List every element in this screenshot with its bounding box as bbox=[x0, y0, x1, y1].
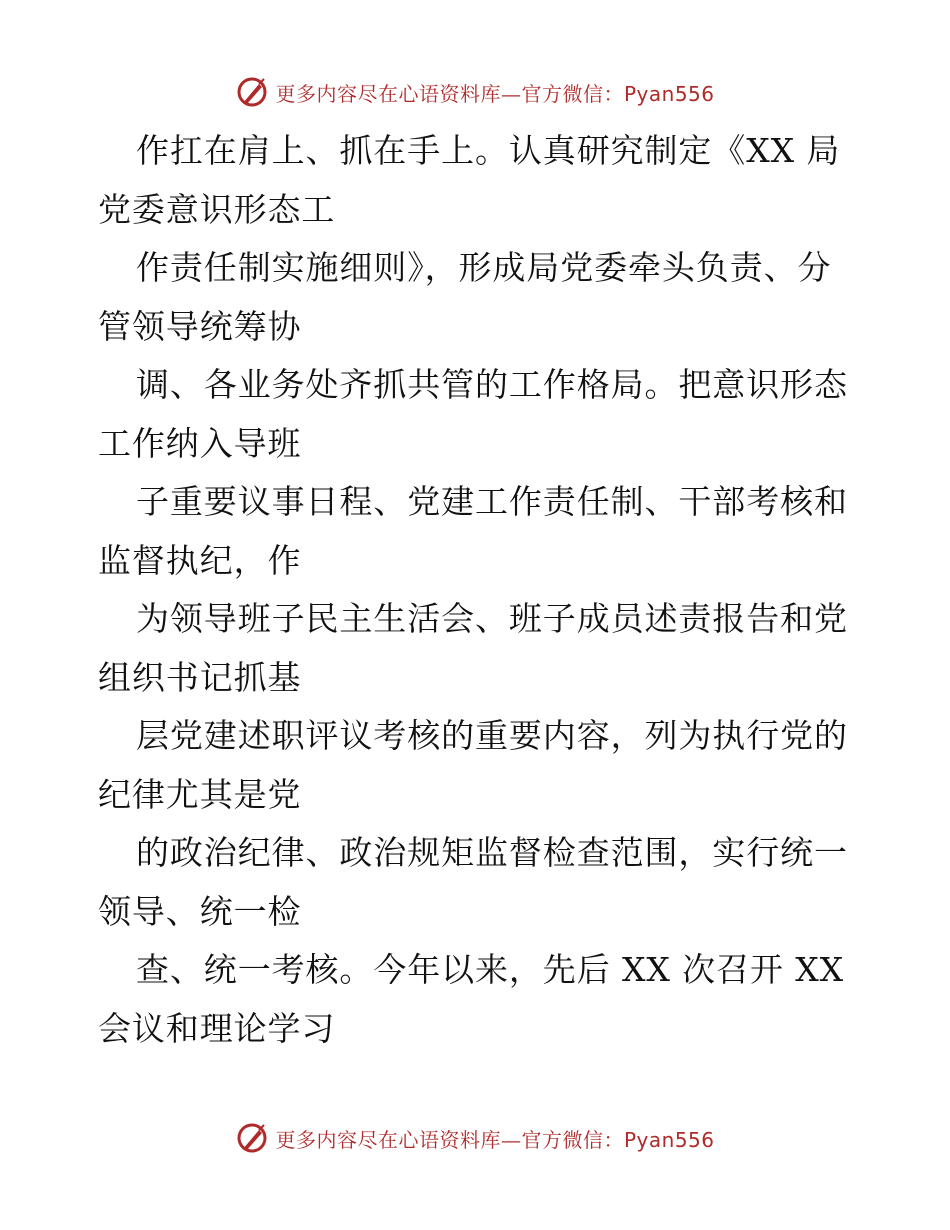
footer-banner bbox=[0, 1118, 950, 1158]
text-line: 组织书记抓基 bbox=[98, 657, 302, 697]
text-line: 工作纳入导班 bbox=[98, 423, 302, 463]
text-line: 层党建述职评议考核的重要内容，列为执行党的 bbox=[136, 716, 848, 755]
text-line: 监督执纪，作 bbox=[98, 540, 302, 580]
text-line: 的政治纪律、政治规矩监督检查范围，实行统一 bbox=[136, 833, 848, 872]
text-line: 领导、统一检 bbox=[98, 891, 302, 931]
text-line: 纪律尤其是党 bbox=[98, 774, 302, 814]
quill-pen-icon bbox=[235, 1121, 269, 1155]
text-line: 作扛在肩上、抓在手上。认真研究制定《XX 局 bbox=[136, 131, 841, 170]
text-line: 查、统一考核。今年以来，先后 XX 次召开 XX bbox=[136, 950, 845, 989]
header-banner bbox=[0, 72, 950, 112]
quill-pen-icon bbox=[235, 75, 269, 109]
text-line: 为领导班子民主生活会、班子成员述责报告和党 bbox=[136, 599, 848, 638]
text-line: 会议和理论学习 bbox=[98, 1008, 336, 1048]
text-line: 党委意识形态工 bbox=[98, 189, 336, 229]
banner-text: 更多内容尽在心语资料库—官方微信：Pyan556 bbox=[275, 81, 715, 106]
text-line: 子重要议事日程、党建工作责任制、干部考核和 bbox=[136, 482, 848, 521]
document-body bbox=[98, 122, 858, 1058]
text-line: 调、各业务处齐抓共管的工作格局。把意识形态 bbox=[136, 365, 848, 404]
text-line: 作责任制实施细则》，形成局党委牵头负责、分 bbox=[136, 248, 832, 287]
banner-text: 更多内容尽在心语资料库—官方微信：Pyan556 bbox=[275, 1127, 715, 1152]
text-line: 管领导统筹协 bbox=[98, 306, 302, 346]
